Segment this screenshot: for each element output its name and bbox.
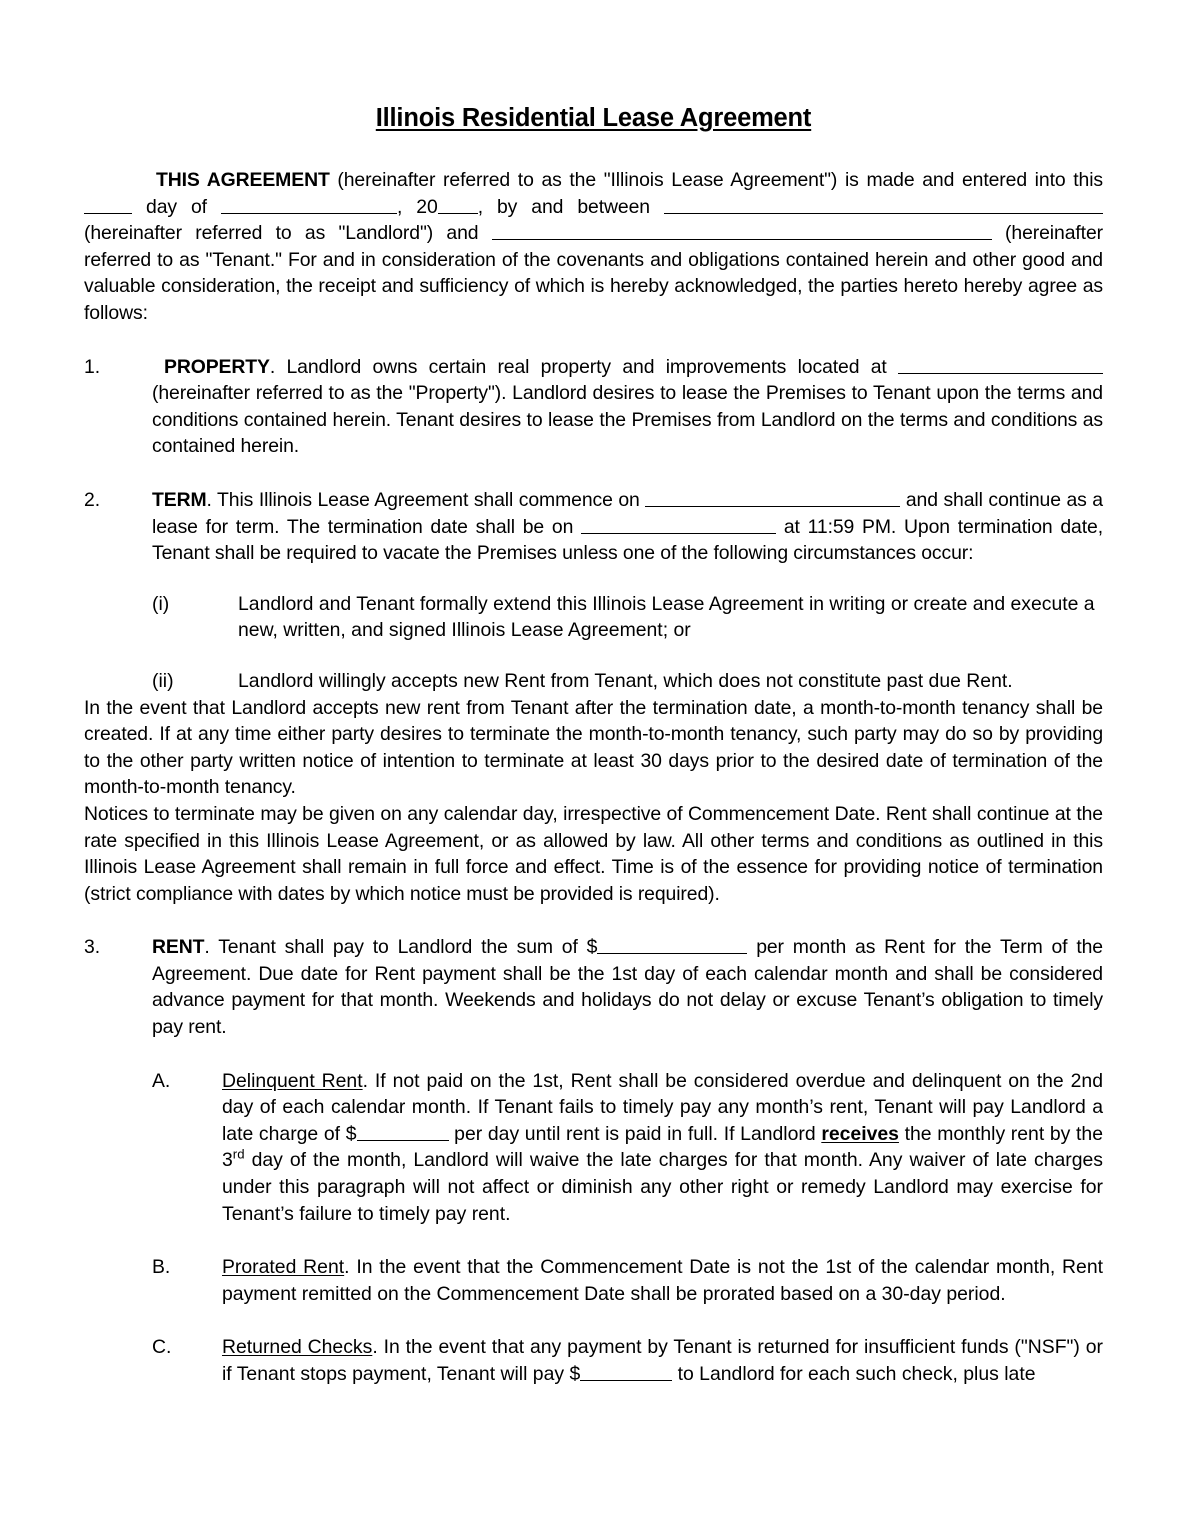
section-property-paragraph [152, 354, 1103, 460]
section-term-text-a: . This Illinois Lease Agreement shall commence on [206, 488, 646, 511]
intro-part-6: (hereinafter referred to as "Tenant." For and in consideration of the covenants and obligations contained herein and other good and valuable consideration, the receipt and sufficiency of which is hereby acknowledged, the parties hereto hereby agree as follows: [84, 222, 1103, 325]
section-rent-text-b: per month as Rent for the Term of the Agreement. Due date for Rent payment shall be the 1st day of each calendar month and shall be considered advance payment for that month. Weekends and holidays do not delay or excuse Tenant’s obligation to timely pay rent. [152, 936, 1103, 1039]
landlord-name-blank-field[interactable] [664, 196, 1103, 214]
section-property-text-a: . Landlord owns certain real property and improvements located at [269, 355, 898, 378]
letter-item-a-text-c: the monthly rent by the 3 [222, 1122, 1103, 1172]
section-property-text-b: (hereinafter referred to as the "Property"). Landlord desires to lease the Premises to Tenant upon the terms and conditions contained herein. Tenant desires to lease the Premises from Landlord on the terms and conditions as contained herein. [152, 382, 1103, 458]
late-charge-blank-field[interactable] [357, 1123, 449, 1141]
letter-item-b-marker: B. [152, 1256, 171, 1279]
letter-item-b-term: Prorated Rent [222, 1256, 345, 1279]
section-property-number: 1. [84, 355, 101, 378]
page-title [84, 0, 1103, 132]
letter-item-a-ordinal: rd [232, 1146, 245, 1162]
letter-item-c-text [212, 1334, 1103, 1387]
letter-item-a-term: Delinquent Rent [222, 1069, 363, 1092]
intro-part-2: day of [132, 195, 221, 218]
letter-item-c-text-a: . In the event that any payment by Tenant is returned for insufficient funds ("NSF") or if Tenant stops payment, Tenant will pay $ [222, 1336, 1103, 1386]
section-term-text-b: and shall continue as a lease for term. The termination date shall be on [152, 488, 1103, 538]
section-term-number: 2. [84, 488, 101, 511]
letter-item-c-text-b: to Landlord for each such check, plus late [672, 1363, 1036, 1386]
letter-item-a [152, 1068, 1103, 1228]
section-rent-paragraph [152, 934, 1103, 1040]
intro-part-1: (hereinafter referred to as the "Illinois Lease Agreement") is made and entered into this [329, 169, 1103, 192]
letter-item-c [152, 1334, 1103, 1387]
roman-item-ii [152, 668, 1103, 695]
section-rent-text-a: . Tenant shall pay to Landlord the sum of $ [204, 936, 598, 959]
section-property-body [152, 354, 1103, 460]
section-term [84, 487, 1103, 567]
letter-item-b [152, 1254, 1103, 1307]
property-address-blank-field[interactable] [898, 356, 1103, 374]
section-rent-body [152, 934, 1103, 1040]
letter-item-a-text-a: . If not paid on the 1st, Rent shall be considered overdue and delinquent on the 2nd day of each calendar month. If Tenant fails to timely pay any month’s rent, Tenant will pay Landlord a late charge of $ [222, 1069, 1103, 1145]
section-term-body [152, 487, 1103, 567]
section-term-paragraph [152, 487, 1103, 567]
letter-item-c-term: Returned Checks [222, 1336, 373, 1359]
commencement-date-blank-field[interactable] [645, 489, 900, 507]
document-content [84, 0, 1103, 1407]
tenant-name-blank-field[interactable] [492, 222, 992, 240]
letter-item-a-marker: A. [152, 1069, 171, 1092]
monthly-rent-blank-field[interactable] [597, 936, 747, 954]
section-term-text-c: at 11:59 PM. Upon termination date, Tenant shall be required to vacate the Premises unless one of the following circumstances occur: [152, 515, 1103, 565]
intro-paragraph [84, 132, 1103, 327]
section-term-heading: TERM [152, 488, 207, 511]
intro-part-4: , by and between [477, 195, 664, 218]
day-blank-field[interactable] [84, 196, 132, 214]
roman-item-ii-marker: (ii) [152, 669, 174, 692]
month-blank-field[interactable] [221, 196, 397, 214]
roman-item-i-text: Landlord and Tenant formally extend this Illinois Lease Agreement in writing or create and execute a new, written, and signed Illinois Lease Agreement; or [238, 592, 1095, 642]
roman-item-ii-text: Landlord willingly accepts new Rent from Tenant, which does not constitute past due Rent. [238, 669, 1013, 692]
section-rent-heading: RENT [152, 936, 205, 959]
intro-lead-bold: THIS AGREEMENT [156, 169, 330, 192]
page-title-text: Illinois Residential Lease Agreement [375, 104, 812, 132]
roman-item-i [152, 591, 1103, 644]
intro-part-3: , 20 [397, 195, 438, 218]
intro-part-5: (hereinafter referred to as "Landlord") and [84, 222, 492, 245]
year-blank-field[interactable] [438, 196, 478, 214]
term-paragraph-notices: Notices to terminate may be given on any calendar day, irrespective of Commencement Date. Rent shall continue at the rate specified in this Illinois Lease Agreement, or as allowed by law. All other terms and conditions as outlined in this Illinois Lease Agreement shall remain in full force and effect. Time is of the essence for providing notice of termination (strict compliance with dates by which notice must be provided is required). [84, 802, 1103, 905]
termination-date-blank-field[interactable] [581, 516, 776, 534]
section-property-heading: PROPERTY [164, 355, 270, 378]
letter-item-a-text-b: per day until rent is paid in full. If Landlord [448, 1122, 822, 1145]
term-paragraph-month-to-month: In the event that Landlord accepts new rent from Tenant after the termination date, a month-to-month tenancy shall be created. If at any time either party desires to terminate the month-to-month tenancy, such party may do so by providing to the other party written notice of intention to terminate at least 30 days prior to the desired date of termination of the month-to-month tenancy. [84, 696, 1103, 799]
section-rent-number: 3. [84, 936, 101, 959]
roman-item-i-marker: (i) [152, 592, 170, 615]
section-property [84, 354, 1103, 460]
letter-item-b-text [212, 1254, 1103, 1307]
letter-item-a-emphasis: receives [821, 1122, 899, 1145]
letter-item-a-text-d: day of the month, Landlord will waive the late charges for that month. Any waiver of late charges under this paragraph will not affect or diminish any other right or remedy Landlord may exercise for Tenant’s failure to timely pay rent. [222, 1149, 1103, 1225]
letter-item-c-marker: C. [152, 1336, 172, 1359]
nsf-fee-blank-field[interactable] [580, 1363, 672, 1381]
letter-item-b-text-a: . In the event that the Commencement Date is not the 1st of the calendar month, Rent payment remitted on the Commencement Date shall be prorated based on a 30-day period. [222, 1256, 1103, 1305]
letter-item-a-text [212, 1068, 1103, 1228]
section-rent [84, 934, 1103, 1040]
